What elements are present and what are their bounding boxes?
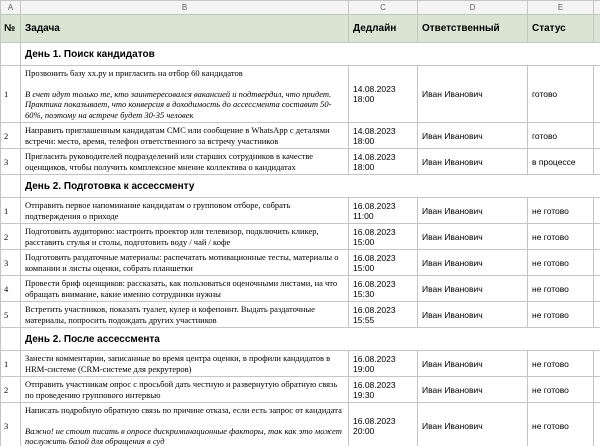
table-row xyxy=(1,351,600,377)
cell-task[interactable] xyxy=(21,224,349,250)
task-text: Прозвонить базу xx.ру и пригласить на отбор 60 кандидатов xyxy=(25,68,243,78)
column-header-d[interactable]: D xyxy=(418,1,528,15)
cell-deadline[interactable]: 14.08.2023 18:00 xyxy=(349,66,418,123)
table-row xyxy=(1,377,600,403)
cell-owner[interactable]: Иван Иванович xyxy=(418,66,528,123)
table-row xyxy=(1,302,600,328)
cell-number[interactable]: 1 xyxy=(1,198,21,224)
task-text: Провести бриф оценщиков: рассказать, как пользоваться оценочными листами, на что обращать внимание, какие именно сотрудники нужны xyxy=(25,278,338,299)
task-text: Направить приглашенным кандидатам СМС или сообщение в WhatsApp с деталями встречи: место, время, телефон ответственного за встречу участников xyxy=(25,125,330,146)
cell-status[interactable]: не готово xyxy=(528,198,594,224)
cell-task[interactable] xyxy=(21,302,349,328)
cell-deadline[interactable]: 16.08.2023 11:00 xyxy=(349,198,418,224)
section-row xyxy=(1,43,600,66)
cell-task[interactable] xyxy=(21,123,349,149)
column-header-b[interactable]: B xyxy=(21,1,349,15)
cell-empty[interactable] xyxy=(594,66,600,123)
cell-deadline[interactable]: 16.08.2023 19:00 xyxy=(349,351,418,377)
table-row xyxy=(1,66,600,123)
cell-deadline[interactable]: 14.08.2023 18:00 xyxy=(349,123,418,149)
cell-empty[interactable] xyxy=(594,403,600,446)
section-title[interactable]: День 2. После ассессмента xyxy=(21,328,600,351)
cell-status[interactable]: не готово xyxy=(528,377,594,403)
cell-status[interactable]: в процессе xyxy=(528,149,594,175)
column-letters-row xyxy=(1,1,600,15)
cell-deadline[interactable]: 16.08.2023 20:00 xyxy=(349,403,418,446)
header-cell-empty[interactable] xyxy=(594,15,600,43)
section-number-cell[interactable] xyxy=(1,175,21,198)
section-number-cell[interactable] xyxy=(1,43,21,66)
section-row xyxy=(1,328,600,351)
table-row xyxy=(1,403,600,446)
cell-owner[interactable]: Иван Иванович xyxy=(418,224,528,250)
cell-empty[interactable] xyxy=(594,276,600,302)
column-header-e[interactable]: E xyxy=(528,1,594,15)
cell-number[interactable]: 3 xyxy=(1,149,21,175)
cell-number[interactable]: 3 xyxy=(1,250,21,276)
section-title[interactable]: День 2. Подготовка к ассессменту xyxy=(21,175,600,198)
cell-empty[interactable] xyxy=(594,198,600,224)
cell-empty[interactable] xyxy=(594,351,600,377)
task-note-text: Важно! не стоит писать в опросе дискриминационные факторы, так как это может послужить базой для обращения в суд xyxy=(25,425,342,446)
cell-task[interactable] xyxy=(21,250,349,276)
cell-empty[interactable] xyxy=(594,377,600,403)
table-row xyxy=(1,149,600,175)
section-row xyxy=(1,175,600,198)
cell-owner[interactable]: Иван Иванович xyxy=(418,377,528,403)
task-text: Написать подробную обратную связь по причине отказа, если есть запрос от кандидата xyxy=(25,405,342,415)
table-row xyxy=(1,224,600,250)
cell-task[interactable] xyxy=(21,351,349,377)
cell-number[interactable]: 2 xyxy=(1,123,21,149)
cell-status[interactable]: не готово xyxy=(528,224,594,250)
task-text: Отправить первое напоминание кандидатам о групповом отборе, собрать подтверждения о приходе xyxy=(25,200,291,221)
cell-number[interactable]: 2 xyxy=(1,224,21,250)
column-header-c[interactable]: C xyxy=(349,1,418,15)
cell-empty[interactable] xyxy=(594,149,600,175)
cell-number[interactable]: 3 xyxy=(1,403,21,446)
header-cell-owner[interactable]: Ответственный xyxy=(418,15,528,43)
table-row xyxy=(1,123,600,149)
cell-number[interactable]: 5 xyxy=(1,302,21,328)
cell-empty[interactable] xyxy=(594,123,600,149)
cell-number[interactable]: 1 xyxy=(1,351,21,377)
cell-deadline[interactable]: 16.08.2023 15:55 xyxy=(349,302,418,328)
task-text: Встретить участников, показать туалет, кулер и кофепоинт. Выдать раздаточные материалы, попросить подождать других участников xyxy=(25,304,315,325)
cell-status[interactable]: не готово xyxy=(528,276,594,302)
section-number-cell[interactable] xyxy=(1,328,21,351)
cell-task[interactable] xyxy=(21,276,349,302)
cell-owner[interactable]: Иван Иванович xyxy=(418,250,528,276)
header-cell-task[interactable]: Задача xyxy=(21,15,349,43)
header-cell-status[interactable]: Статус xyxy=(528,15,594,43)
cell-task[interactable] xyxy=(21,149,349,175)
section-title[interactable]: День 1. Поиск кандидатов xyxy=(21,43,600,66)
cell-status[interactable]: не готово xyxy=(528,403,594,446)
cell-owner[interactable]: Иван Иванович xyxy=(418,123,528,149)
task-text: Подготовить раздаточные материалы: распечатать мотивационные тесты, материалы о компании и листы оценки, собрать планшетки xyxy=(25,252,339,273)
cell-deadline[interactable]: 16.08.2023 15:00 xyxy=(349,224,418,250)
cell-status[interactable]: готово xyxy=(528,66,594,123)
cell-owner[interactable]: Иван Иванович xyxy=(418,403,528,446)
cell-number[interactable]: 2 xyxy=(1,377,21,403)
cell-deadline[interactable]: 16.08.2023 15:00 xyxy=(349,250,418,276)
cell-owner[interactable]: Иван Иванович xyxy=(418,276,528,302)
cell-status[interactable]: не готово xyxy=(528,250,594,276)
column-header-a[interactable]: A xyxy=(1,1,21,15)
cell-status[interactable]: не готово xyxy=(528,302,594,328)
task-text: Занести комментарии, записанные во время центра оценки, в профили кандидатов в HRM-системе (CRM-системе для рекрутеров) xyxy=(25,353,331,374)
cell-owner[interactable]: Иван Иванович xyxy=(418,149,528,175)
cell-empty[interactable] xyxy=(594,302,600,328)
table-header-row xyxy=(1,15,600,43)
task-text: Подготовить аудиторию: настроить проектор или телевизор, подключить кликер, расставить стулья и столы, подготовить воду / чай / кофе xyxy=(25,226,319,247)
cell-deadline[interactable]: 14.08.2023 18:00 xyxy=(349,149,418,175)
header-cell-deadline[interactable]: Дедлайн xyxy=(349,15,418,43)
cell-owner[interactable]: Иван Иванович xyxy=(418,198,528,224)
cell-status[interactable]: не готово xyxy=(528,351,594,377)
cell-owner[interactable]: Иван Иванович xyxy=(418,302,528,328)
task-text: Пригласить руководителей подразделений или старших сотрудников в качестве оценщиков, чтобы получить комплексное мнение коллектива о кандидатах xyxy=(25,151,314,172)
table-row xyxy=(1,250,600,276)
cell-task[interactable] xyxy=(21,66,349,123)
cell-deadline[interactable]: 16.08.2023 15:30 xyxy=(349,276,418,302)
task-text: Отправить участникам опрос с просьбой дать честную и развернутую обратную связь по проведению группового интервью xyxy=(25,379,338,400)
cell-empty[interactable] xyxy=(594,250,600,276)
cell-task[interactable] xyxy=(21,377,349,403)
cell-empty[interactable] xyxy=(594,224,600,250)
header-cell-number[interactable]: № xyxy=(1,15,21,43)
cell-number[interactable]: 4 xyxy=(1,276,21,302)
sheet-body xyxy=(1,43,600,446)
task-note-text: В счет идут только те, кто заинтересовался вакансией и подтвердил, что придет. Практика показывает, что конверсия в доходимость до ассессмента составит 50-60%, поэтому на встрече будет 30-35 человек xyxy=(25,88,332,120)
cell-task[interactable] xyxy=(21,198,349,224)
cell-task[interactable] xyxy=(21,403,349,446)
table-row xyxy=(1,198,600,224)
table-row xyxy=(1,276,600,302)
cell-number[interactable]: 1 xyxy=(1,66,21,123)
cell-status[interactable]: готово xyxy=(528,123,594,149)
column-header-f[interactable] xyxy=(594,1,600,15)
cell-owner[interactable]: Иван Иванович xyxy=(418,351,528,377)
cell-deadline[interactable]: 16.08.2023 19:30 xyxy=(349,377,418,403)
